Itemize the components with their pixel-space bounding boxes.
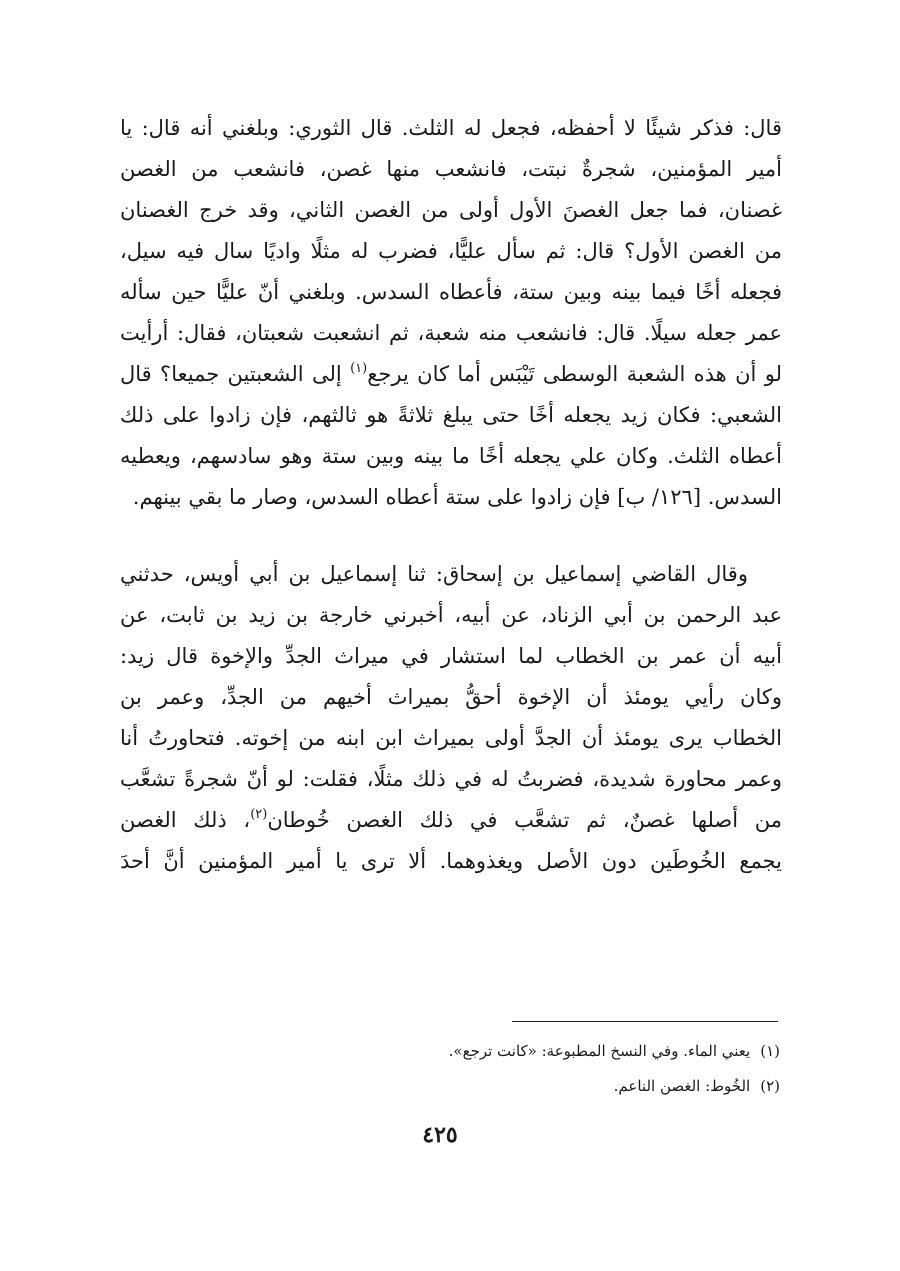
footnote: [280, 1034, 780, 1069]
text-line: [120, 800, 782, 841]
footnote-text: يعني الماء. وفي النسخ المطبوعة: «كانت ترجع».: [448, 1042, 751, 1060]
line-text: إلى الشعبتين جميعا؟ قال: [120, 362, 351, 386]
text-line: [120, 272, 782, 313]
line-text: ، ذلك الغصن: [120, 808, 251, 832]
line-text: غصنان، فما جعل الغصنَ الأول أولى من الغصن الثاني، وقد خرج الغصنان: [120, 198, 782, 222]
line-text: الخطاب يرى يومئذ أن الجدَّ أولى بميراث ابن ابنه من إخوته. فتحاورتُ أنا: [120, 726, 782, 750]
paragraph-1: [120, 108, 782, 518]
text-line: [120, 477, 782, 518]
text-line: [120, 395, 782, 436]
line-text: الشعبي: فكان زيد يجعله أخًا حتى يبلغ ثلاثةً هو ثالثهم، فإن زادوا على ذلك: [120, 403, 782, 427]
text-line: [120, 841, 782, 882]
line-text: من أصلها غصنٌ، ثم تشعَّب في ذلك الغصن خُوطان: [267, 808, 783, 832]
text-line: [120, 595, 782, 636]
footnote-text: الخُوط: الغصن الناعم.: [613, 1077, 751, 1095]
line-text: قال: فذكر شيئًا لا أحفظه، فجعل له الثلث. قال الثوري: وبلغني أنه قال: يا: [120, 116, 782, 140]
line-text: السدس. [١٢٦/ ب] فإن زادوا على ستة أعطاه السدس، وصار ما بقي بينهم.: [132, 485, 782, 509]
line-text: فجعله أخًا فيما بينه وبين ستة، فأعطاه السدس. وبلغني أنّ عليًّا حين سأله: [120, 280, 782, 304]
page-number: ٤٢٥: [422, 1122, 458, 1148]
text-line: [120, 354, 782, 395]
text-line: [120, 554, 782, 595]
line-text: من الغصن الأول؟ قال: ثم سأل عليًّا، فضرب له مثلًا واديًا سال فيه سيل،: [120, 239, 782, 263]
line-text: أبيه أن عمر بن الخطاب لما استشار في ميراث الجدِّ والإخوة قال زيد:: [120, 644, 782, 668]
line-text: عبد الرحمن بن أبي الزناد، عن أبيه، أخبرني خارجة بن زيد بن ثابت، عن: [120, 603, 782, 627]
line-text: لو أن هذه الشعبة الوسطى تَيْبَس أما كان يرجع: [367, 362, 782, 386]
line-text: أعطاه الثلث. وكان علي يجعله أخًا ما بينه وبين ستة وهو سادسهم، ويعطيه: [120, 444, 782, 468]
line-text: وقال القاضي إسماعيل بن إسحاق: ثنا إسماعيل بن أبي أويس، حدثني: [120, 562, 748, 586]
line-text: وعمر محاورة شديدة، فضربتُ له في ذلك مثلًا، فقلت: لو أنّ شجرةً تشعَّب: [120, 767, 782, 791]
line-text: أمير المؤمنين، شجرةٌ نبتت، فانشعب منها غصن، فانشعب من الغصن: [120, 157, 782, 181]
paragraph-gap: [120, 518, 782, 554]
text-line: [120, 436, 782, 477]
line-text: وكان رأيي يومئذ أن الإخوة أحقُّ بميراث أخيهم من الجدِّ، وعمر بن: [120, 685, 782, 709]
text-line: [120, 190, 782, 231]
footnote-marker[interactable]: (٢): [250, 807, 268, 822]
text-line: [120, 759, 782, 800]
text-line: [120, 313, 782, 354]
footnote-number: (٢): [760, 1077, 780, 1095]
text-line: [120, 108, 782, 149]
footnote-marker[interactable]: (١): [350, 361, 368, 376]
text-line: [120, 718, 782, 759]
footnotes: [280, 1034, 780, 1104]
main-text: [120, 108, 782, 882]
text-line: [120, 149, 782, 190]
footnote: [280, 1069, 780, 1104]
footnote-number: (١): [760, 1042, 780, 1060]
text-line: [120, 636, 782, 677]
footnote-divider: [512, 1021, 778, 1022]
paragraph-2: [120, 554, 782, 882]
text-line: [120, 231, 782, 272]
line-text: عمر جعله سيلًا. قال: فانشعب منه شعبة، ثم انشعبت شعبتان، فقال: أرأيت: [120, 321, 782, 345]
text-line: [120, 677, 782, 718]
line-text: يجمع الخُوطَين دون الأصل ويغذوهما. ألا ترى يا أمير المؤمنين أنَّ أحدَ: [120, 849, 782, 873]
